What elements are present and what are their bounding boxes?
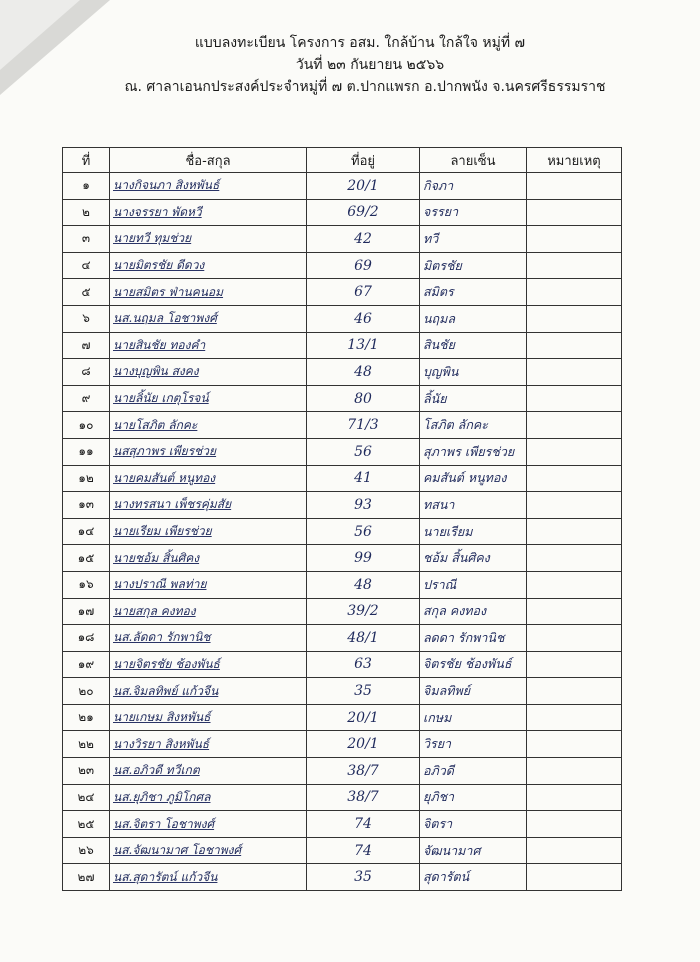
cell-name: นายทวี ทุมช่วย <box>110 226 307 253</box>
cell-name: นายสกุล คงทอง <box>110 598 307 625</box>
cell-number: ๑๘ <box>63 625 110 652</box>
column-header-no: ที่ <box>63 148 110 173</box>
cell-note <box>527 492 622 519</box>
column-header-address: ที่อยู่ <box>307 148 420 173</box>
cell-signature: คมสันต์ หนูทอง <box>420 465 527 492</box>
table-row <box>63 545 622 572</box>
cell-address: 48 <box>307 571 420 598</box>
cell-signature: จิตรชัย ช้องพันธ์ <box>420 651 527 678</box>
cell-number: ๔ <box>63 252 110 279</box>
cell-address: 48 <box>307 359 420 386</box>
cell-note <box>527 864 622 891</box>
cell-number: ๕ <box>63 279 110 306</box>
cell-note <box>527 305 622 332</box>
cell-name: นส.นฤมล โอชาพงศ์ <box>110 305 307 332</box>
cell-address: 56 <box>307 438 420 465</box>
cell-signature: ยุภิชา <box>420 784 527 811</box>
cell-number: ๙ <box>63 385 110 412</box>
cell-number: ๒๐ <box>63 678 110 705</box>
table-row <box>63 625 622 652</box>
cell-note <box>527 465 622 492</box>
cell-number: ๑๑ <box>63 438 110 465</box>
cell-address: 74 <box>307 837 420 864</box>
cell-name: นส.จัฒนามาศ โอชาพงศ์ <box>110 837 307 864</box>
table-row <box>63 864 622 891</box>
cell-name: นส.จิมลทิพย์ แก้วจีน <box>110 678 307 705</box>
table-row <box>63 518 622 545</box>
cell-signature: ทวี <box>420 226 527 253</box>
table-row <box>63 731 622 758</box>
table-row <box>63 465 622 492</box>
cell-signature: สุภาพร เพียรช่วย <box>420 438 527 465</box>
cell-name: นายลิ้นัย เกตุโรจน์ <box>110 385 307 412</box>
cell-signature: จิมลทิพย์ <box>420 678 527 705</box>
cell-name: นายเกษม สิงหพันธ์ <box>110 704 307 731</box>
cell-note <box>527 438 622 465</box>
cell-number: ๑๔ <box>63 518 110 545</box>
cell-address: 46 <box>307 305 420 332</box>
cell-address: 39/2 <box>307 598 420 625</box>
cell-address: 67 <box>307 279 420 306</box>
cell-number: ๒๑ <box>63 704 110 731</box>
cell-number: ๗ <box>63 332 110 359</box>
cell-number: ๑๙ <box>63 651 110 678</box>
cell-address: 93 <box>307 492 420 519</box>
table-body <box>63 173 622 891</box>
cell-note <box>527 571 622 598</box>
cell-signature: เกษม <box>420 704 527 731</box>
table-row <box>63 305 622 332</box>
table-row <box>63 598 622 625</box>
cell-address: 74 <box>307 811 420 838</box>
cell-name: นางปราณี พลท่าย <box>110 571 307 598</box>
cell-name: นายจิตรชัย ช้องพันธ์ <box>110 651 307 678</box>
cell-address: 80 <box>307 385 420 412</box>
cell-note <box>527 252 622 279</box>
cell-address: 42 <box>307 226 420 253</box>
cell-number: ๒๖ <box>63 837 110 864</box>
cell-note <box>527 518 622 545</box>
cell-address: 56 <box>307 518 420 545</box>
cell-number: ๖ <box>63 305 110 332</box>
cell-number: ๑๗ <box>63 598 110 625</box>
cell-number: ๘ <box>63 359 110 386</box>
cell-signature: นฤมล <box>420 305 527 332</box>
cell-number: ๑๐ <box>63 412 110 439</box>
cell-note <box>527 598 622 625</box>
cell-number: ๑๕ <box>63 545 110 572</box>
cell-name: นายชอ้ม สิ้นศิคง <box>110 545 307 572</box>
cell-note <box>527 173 622 200</box>
cell-signature: มิตรชัย <box>420 252 527 279</box>
cell-name: นางจรรยา พัดหวี <box>110 199 307 226</box>
table-row <box>63 226 622 253</box>
column-header-note: หมายเหตุ <box>527 148 622 173</box>
cell-note <box>527 545 622 572</box>
cell-signature: ลดดา รักพานิช <box>420 625 527 652</box>
table-row <box>63 678 622 705</box>
form-date: วันที่ ๒๓ กันยายน ๒๕๖๖ <box>295 57 445 73</box>
cell-address: 35 <box>307 678 420 705</box>
table-row <box>63 704 622 731</box>
table-row <box>63 811 622 838</box>
cell-number: ๑๒ <box>63 465 110 492</box>
cell-address: 69/2 <box>307 199 420 226</box>
table-row <box>63 385 622 412</box>
cell-name: นายมิตรชัย ดีดวง <box>110 252 307 279</box>
table-row <box>63 758 622 785</box>
form-title: แบบลงทะเบียน โครงการ อสม. ใกล้บ้าน ใกล้ใจ หมู่ที่ ๗ <box>194 35 526 51</box>
table-row <box>63 571 622 598</box>
table-header-row <box>63 148 622 173</box>
cell-note <box>527 279 622 306</box>
cell-name: นส.สุดารัตน์ แก้วจีน <box>110 864 307 891</box>
table-row <box>63 837 622 864</box>
table-row <box>63 332 622 359</box>
cell-name: นายโสภิต ลักคะ <box>110 412 307 439</box>
cell-address: 20/1 <box>307 704 420 731</box>
document-header <box>0 32 700 98</box>
cell-note <box>527 625 622 652</box>
cell-name: นายคมสันต์ หนูทอง <box>110 465 307 492</box>
cell-note <box>527 704 622 731</box>
cell-address: 48/1 <box>307 625 420 652</box>
cell-number: ๑๖ <box>63 571 110 598</box>
table-row <box>63 199 622 226</box>
cell-signature: อภิวดี <box>420 758 527 785</box>
cell-name: นางทรสนา เพ็ชรคุ่มสัย <box>110 492 307 519</box>
cell-signature: กิจภา <box>420 173 527 200</box>
cell-address: 63 <box>307 651 420 678</box>
cell-note <box>527 359 622 386</box>
cell-number: ๒๔ <box>63 784 110 811</box>
cell-number: ๒๕ <box>63 811 110 838</box>
cell-note <box>527 758 622 785</box>
cell-name: นส.จิตรา โอชาพงศ์ <box>110 811 307 838</box>
cell-address: 20/1 <box>307 731 420 758</box>
cell-address: 38/7 <box>307 784 420 811</box>
cell-address: 35 <box>307 864 420 891</box>
cell-signature: นายเรียม <box>420 518 527 545</box>
cell-name: นางกิจนภา สิงหพันธ์ <box>110 173 307 200</box>
cell-signature: สุดารัตน์ <box>420 864 527 891</box>
cell-address: 99 <box>307 545 420 572</box>
cell-note <box>527 412 622 439</box>
cell-name: นายเรียม เพียรช่วย <box>110 518 307 545</box>
cell-signature: ทสนา <box>420 492 527 519</box>
cell-name: นส.ลัดดา รักพานิช <box>110 625 307 652</box>
cell-signature: ปราณี <box>420 571 527 598</box>
cell-note <box>527 837 622 864</box>
cell-signature: บุญพิน <box>420 359 527 386</box>
cell-number: ๑๓ <box>63 492 110 519</box>
cell-signature: สินชัย <box>420 332 527 359</box>
cell-note <box>527 226 622 253</box>
cell-note <box>527 385 622 412</box>
table-row <box>63 173 622 200</box>
cell-number: ๒ <box>63 199 110 226</box>
cell-signature: โสภิต ลักคะ <box>420 412 527 439</box>
cell-address: 41 <box>307 465 420 492</box>
table-row <box>63 784 622 811</box>
cell-signature: สมิตร <box>420 279 527 306</box>
cell-note <box>527 332 622 359</box>
cell-signature: จรรยา <box>420 199 527 226</box>
cell-number: ๒๗ <box>63 864 110 891</box>
cell-address: 13/1 <box>307 332 420 359</box>
cell-signature: สกุล คงทอง <box>420 598 527 625</box>
form-location: ณ. ศาลาเอนกประสงค์ประจำหมู่ที่ ๗ ต.ปากแพรก อ.ปากพนัง จ.นครศรีธรรมราช <box>124 79 606 95</box>
cell-number: ๑ <box>63 173 110 200</box>
cell-name: นส.ยุภิชา ภูมิโกศล <box>110 784 307 811</box>
cell-note <box>527 731 622 758</box>
column-header-name: ชื่อ-สกุล <box>110 148 307 173</box>
cell-address: 20/1 <box>307 173 420 200</box>
cell-name: นางวิรยา สิงหพันธ์ <box>110 731 307 758</box>
cell-note <box>527 199 622 226</box>
cell-name: นสสุภาพร เพียรช่วย <box>110 438 307 465</box>
table-row <box>63 279 622 306</box>
cell-number: ๒๒ <box>63 731 110 758</box>
cell-address: 38/7 <box>307 758 420 785</box>
cell-note <box>527 678 622 705</box>
cell-name: นายสินชัย ทองคำ <box>110 332 307 359</box>
column-header-signature: ลายเซ็น <box>420 148 527 173</box>
table-row <box>63 359 622 386</box>
table-row <box>63 651 622 678</box>
cell-number: ๓ <box>63 226 110 253</box>
table-row <box>63 252 622 279</box>
table-row <box>63 438 622 465</box>
cell-note <box>527 784 622 811</box>
cell-signature: จิตรา <box>420 811 527 838</box>
cell-number: ๒๓ <box>63 758 110 785</box>
cell-address: 69 <box>307 252 420 279</box>
cell-name: นางบุญพิน สงคง <box>110 359 307 386</box>
cell-note <box>527 651 622 678</box>
cell-signature: ลิ้นัย <box>420 385 527 412</box>
cell-name: นายสมิตร ฟ่านคนอม <box>110 279 307 306</box>
table-row <box>63 412 622 439</box>
registration-table <box>62 147 622 891</box>
table-row <box>63 492 622 519</box>
cell-signature: ชอ้ม สิ้นศิคง <box>420 545 527 572</box>
cell-note <box>527 811 622 838</box>
cell-name: นส.อภิวดี ทวีเกต <box>110 758 307 785</box>
cell-signature: จัฒนามาศ <box>420 837 527 864</box>
cell-address: 71/3 <box>307 412 420 439</box>
cell-signature: วิรยา <box>420 731 527 758</box>
